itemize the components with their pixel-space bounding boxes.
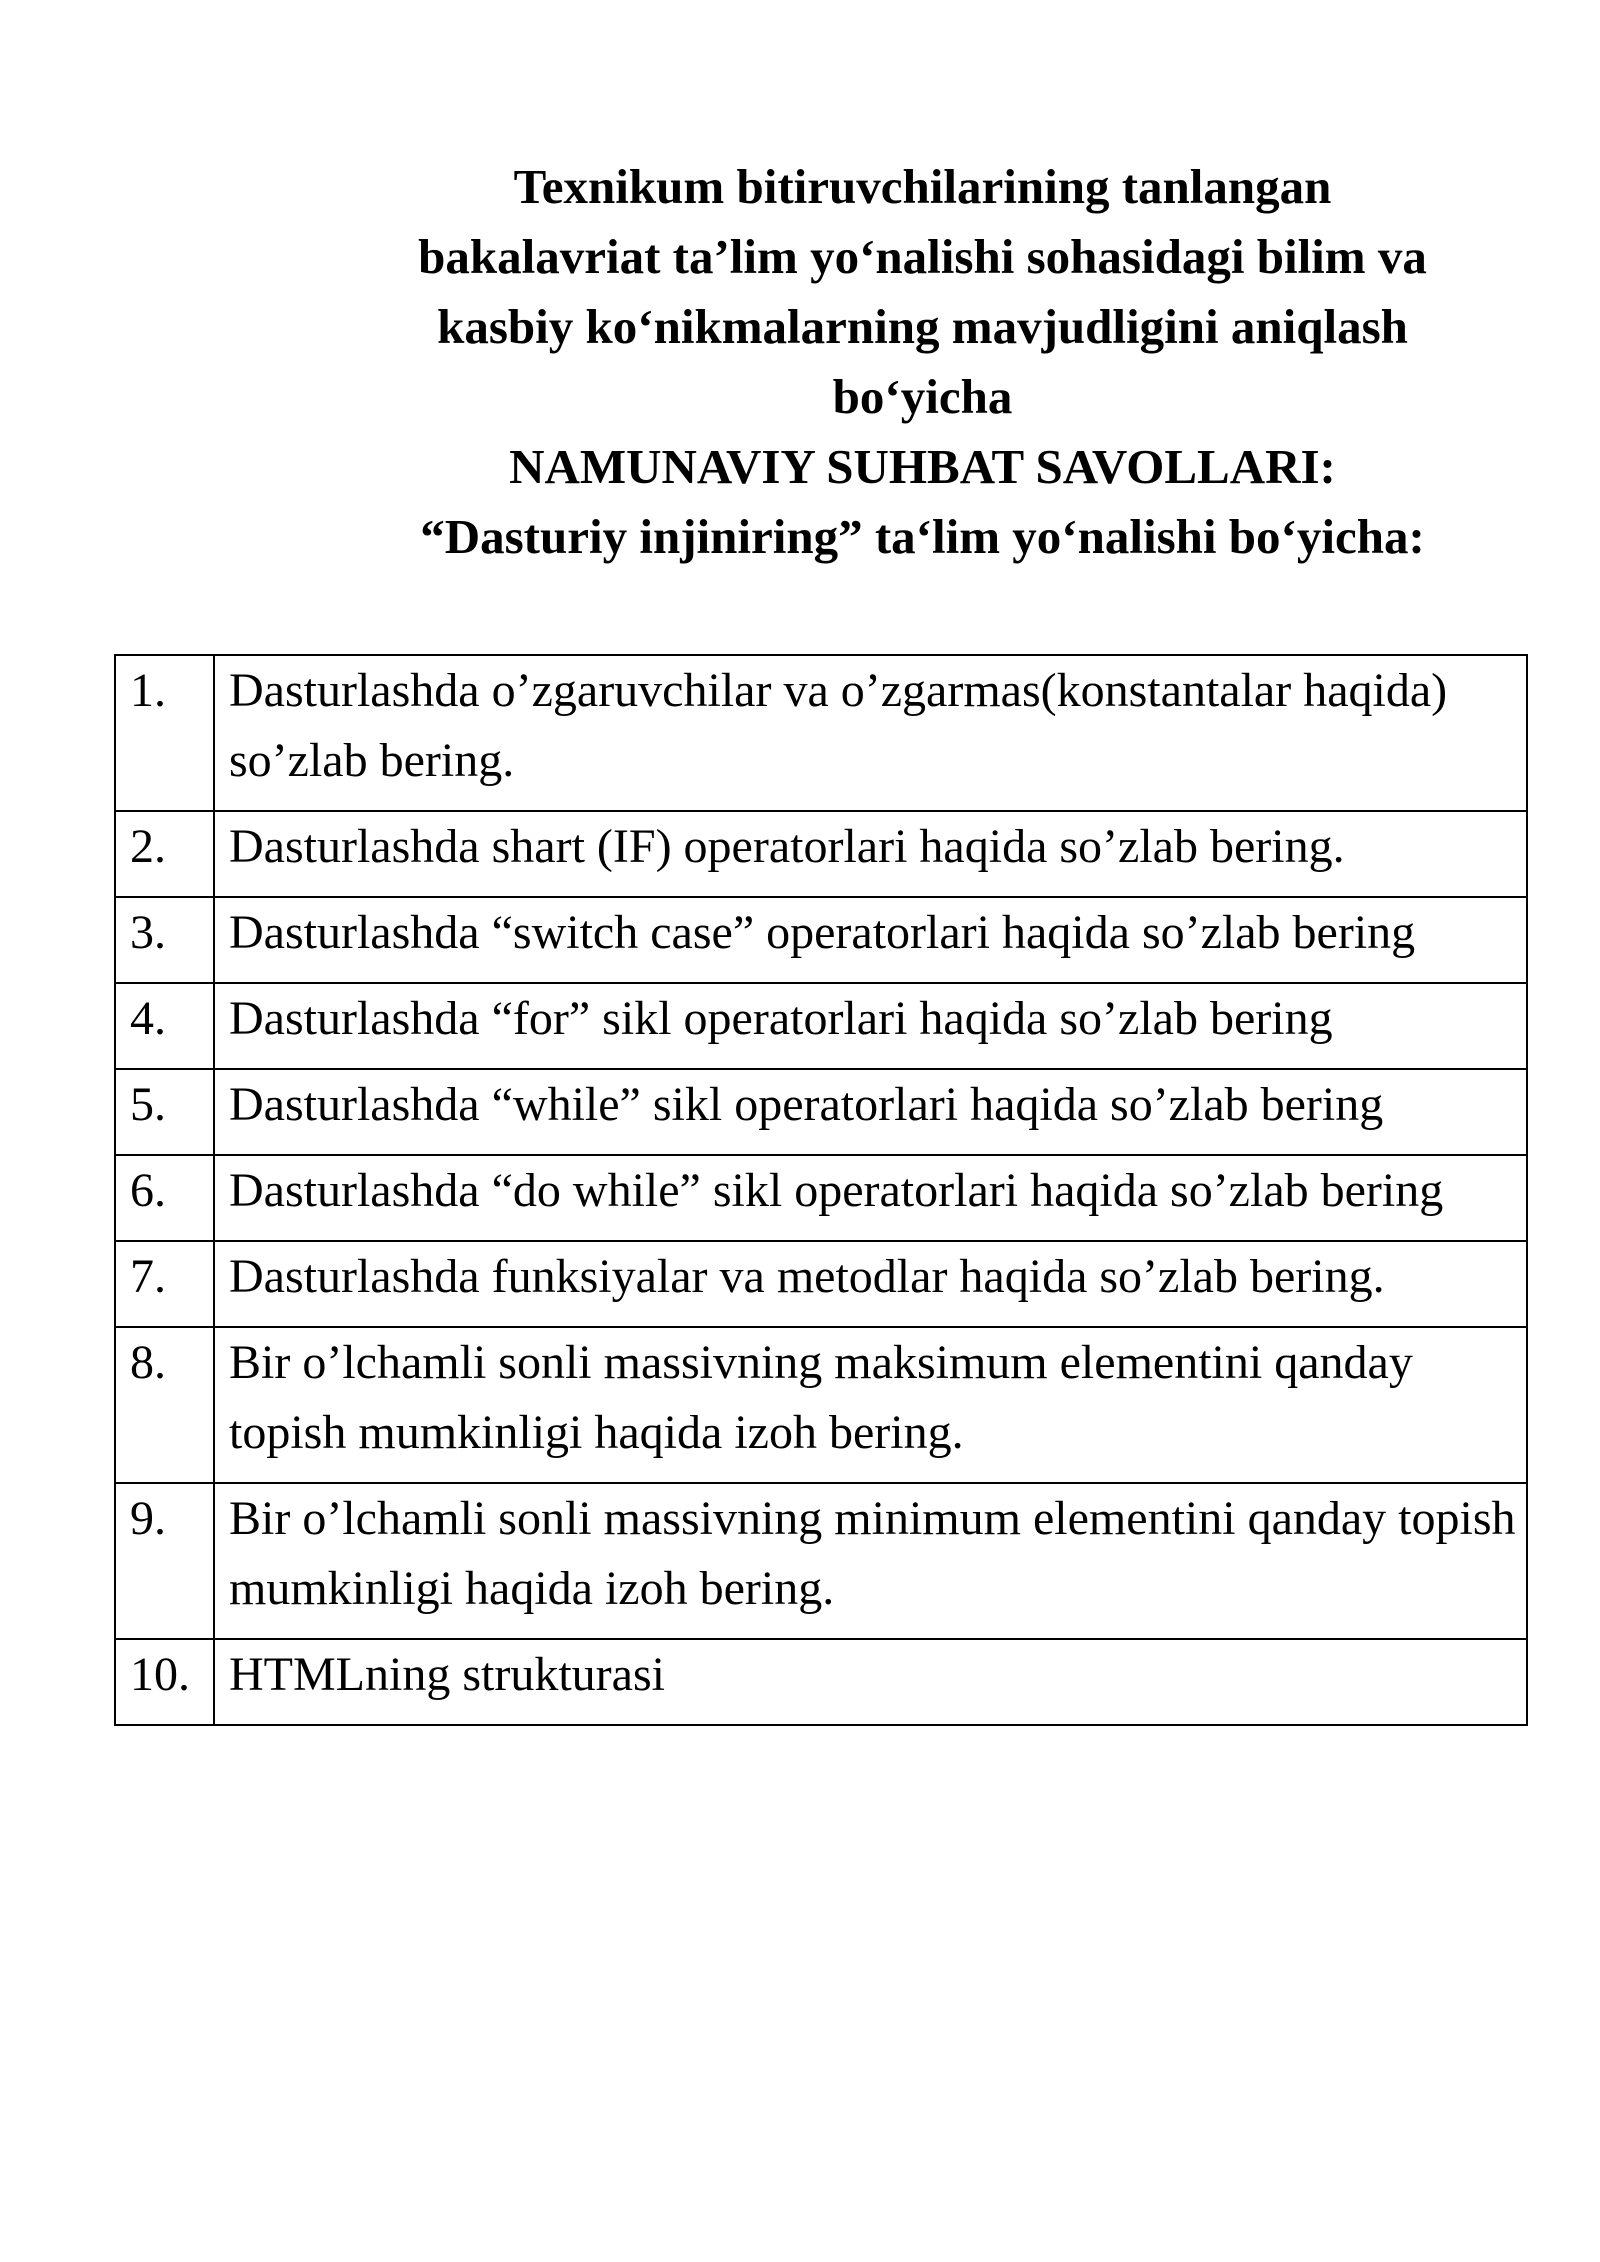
question-text: Dasturlashda “for” sikl operatorlari haqida so’zlab bering — [214, 983, 1527, 1069]
question-number: 1. — [115, 655, 214, 811]
question-row — [115, 1069, 1527, 1155]
question-text: Dasturlashda “do while” sikl operatorlari haqida so’zlab bering — [214, 1155, 1527, 1241]
question-number: 7. — [115, 1241, 214, 1327]
question-row — [115, 983, 1527, 1069]
question-number: 8. — [115, 1327, 214, 1483]
question-text: HTMLning strukturasi — [214, 1639, 1527, 1725]
question-row — [115, 811, 1527, 897]
question-row — [115, 1327, 1527, 1483]
question-text: Dasturlashda funksiyalar va metodlar haqida so’zlab bering. — [214, 1241, 1527, 1327]
question-row — [115, 1155, 1527, 1241]
heading-line: Texnikum bitiruvchilarining tanlangan — [513, 159, 1332, 214]
question-row — [115, 1241, 1527, 1327]
question-row — [115, 655, 1527, 811]
heading-line: kasbiy ko‘nikmalarning mavjudligini aniqlash — [437, 299, 1408, 354]
heading-line: bo‘yicha — [832, 369, 1013, 424]
heading-line: bakalavriat ta’lim yo‘nalishi sohasidagi bilim va — [418, 229, 1427, 284]
question-number: 6. — [115, 1155, 214, 1241]
questions-table — [114, 654, 1528, 1726]
question-number: 2. — [115, 811, 214, 897]
question-text: Bir o’lchamli sonli massivning maksimum elementini qanday topish mumkinligi haqida izoh bering. — [214, 1327, 1527, 1483]
question-number: 3. — [115, 897, 214, 983]
question-text: Dasturlashda shart (IF) operatorlari haqida so’zlab bering. — [214, 811, 1527, 897]
question-row — [115, 897, 1527, 983]
question-number: 5. — [115, 1069, 214, 1155]
heading-subtitle: “Dasturiy injiniring” ta‘lim yo‘nalishi bo‘yicha: — [420, 509, 1425, 564]
question-text: Dasturlashda o’zgaruvchilar va o’zgarmas(konstantalar haqida) so’zlab bering. — [214, 655, 1527, 811]
question-number: 9. — [115, 1483, 214, 1639]
question-row — [115, 1639, 1527, 1725]
document-heading — [330, 152, 1515, 572]
question-row — [115, 1483, 1527, 1639]
question-text: Bir o’lchamli sonli massivning minimum elementini qanday topish mumkinligi haqida izoh bering. — [214, 1483, 1527, 1639]
question-text: Dasturlashda “while” sikl operatorlari haqida so’zlab bering — [214, 1069, 1527, 1155]
question-text: Dasturlashda “switch case” operatorlari haqida so’zlab bering — [214, 897, 1527, 983]
question-number: 4. — [115, 983, 214, 1069]
heading-title: NAMUNAVIY SUHBAT SAVOLLARI: — [509, 439, 1336, 494]
question-number: 10. — [115, 1639, 214, 1725]
